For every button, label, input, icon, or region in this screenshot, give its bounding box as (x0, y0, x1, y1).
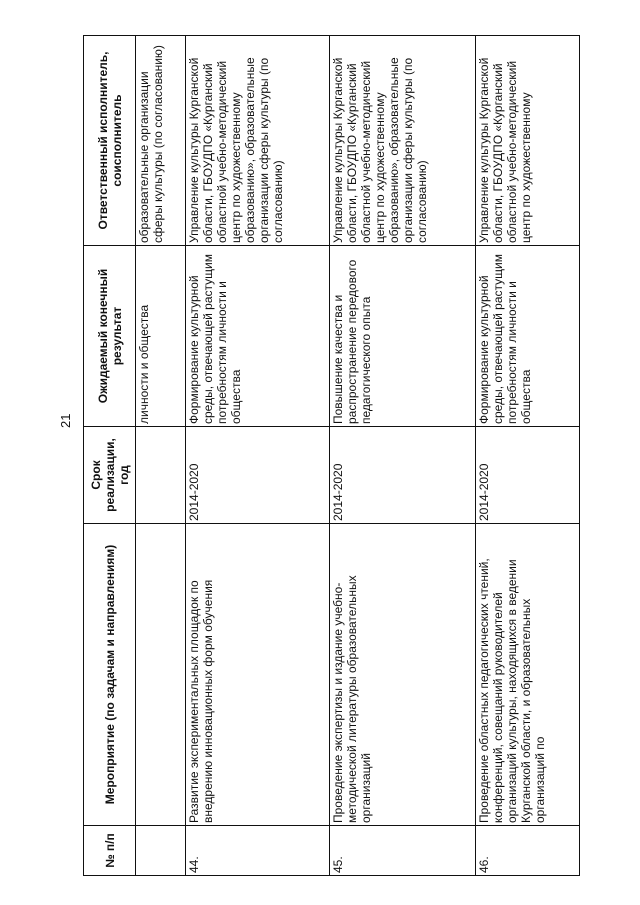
cell-result: Повышение качества и распространение передового педагогического опыта (330, 246, 476, 427)
rotated-table-container (83, 36, 583, 876)
cell-activity (136, 524, 186, 826)
header-activity: Мероприятие (по задачам и направлениям) (84, 524, 136, 826)
cell-result: личности и общества (136, 246, 186, 427)
table-row (186, 36, 330, 876)
cell-activity-text: Проведение областных педагогических чтений, конференций, совещаний руководителей организаций культуры, находящихся в ведении Курганской области, и образовательных организаций по (477, 558, 547, 823)
cell-num (136, 826, 186, 876)
cell-period: 2014-2020 (186, 427, 330, 524)
cell-activity: Развитие экспериментальных площадок по внедрению инновационных форм обучения (186, 524, 330, 826)
header-result: Ожидаемый конечный результат (84, 246, 136, 427)
header-num: № п/п (84, 826, 136, 876)
cell-executor-text: Управление культуры Курганской области, ГБОУДПО «Курганский областной учебно-методический центр по художественному (477, 57, 533, 243)
table-row (330, 36, 476, 876)
activities-table (83, 35, 580, 876)
cell-period: 2014-2020 (476, 427, 580, 524)
cell-num: 46. (476, 826, 580, 876)
header-period: Срок реализации, год (84, 427, 136, 524)
cell-result: Формирование культурной среды, отвечающей растущим потребностям личности и общества (476, 246, 580, 427)
cell-executor: образовательные организации сферы культуры (по согласованию) (136, 36, 186, 246)
header-executor: Ответственный исполнитель, соисполнитель (84, 36, 136, 246)
cell-period (136, 427, 186, 524)
cell-num: 44. (186, 826, 330, 876)
cell-result: Формирование культурной среды, отвечающей растущим потребностям личности и общества (186, 246, 330, 427)
cell-period: 2014-2020 (330, 427, 476, 524)
table-row (476, 36, 580, 876)
cell-executor: Управление культуры Курганской области, ГБОУДПО «Курганский областной учебно-методический центр по художественному образованию», образовательные организации сферы культуры (по согласованию) (330, 36, 476, 246)
table-header-row (84, 36, 136, 876)
cell-executor (476, 36, 580, 246)
table-row (136, 36, 186, 876)
cell-activity: Проведение экспертизы и издание учебно-методической литературы образовательных организаций (330, 524, 476, 826)
cell-activity (476, 524, 580, 826)
cell-num: 45. (330, 826, 476, 876)
cell-executor: Управление культуры Курганской области, ГБОУДПО «Курганский областной учебно-методический центр по художественному образованию», образовательные организации сферы культуры (по согласованию) (186, 36, 330, 246)
page-number: 21 (58, 413, 73, 428)
